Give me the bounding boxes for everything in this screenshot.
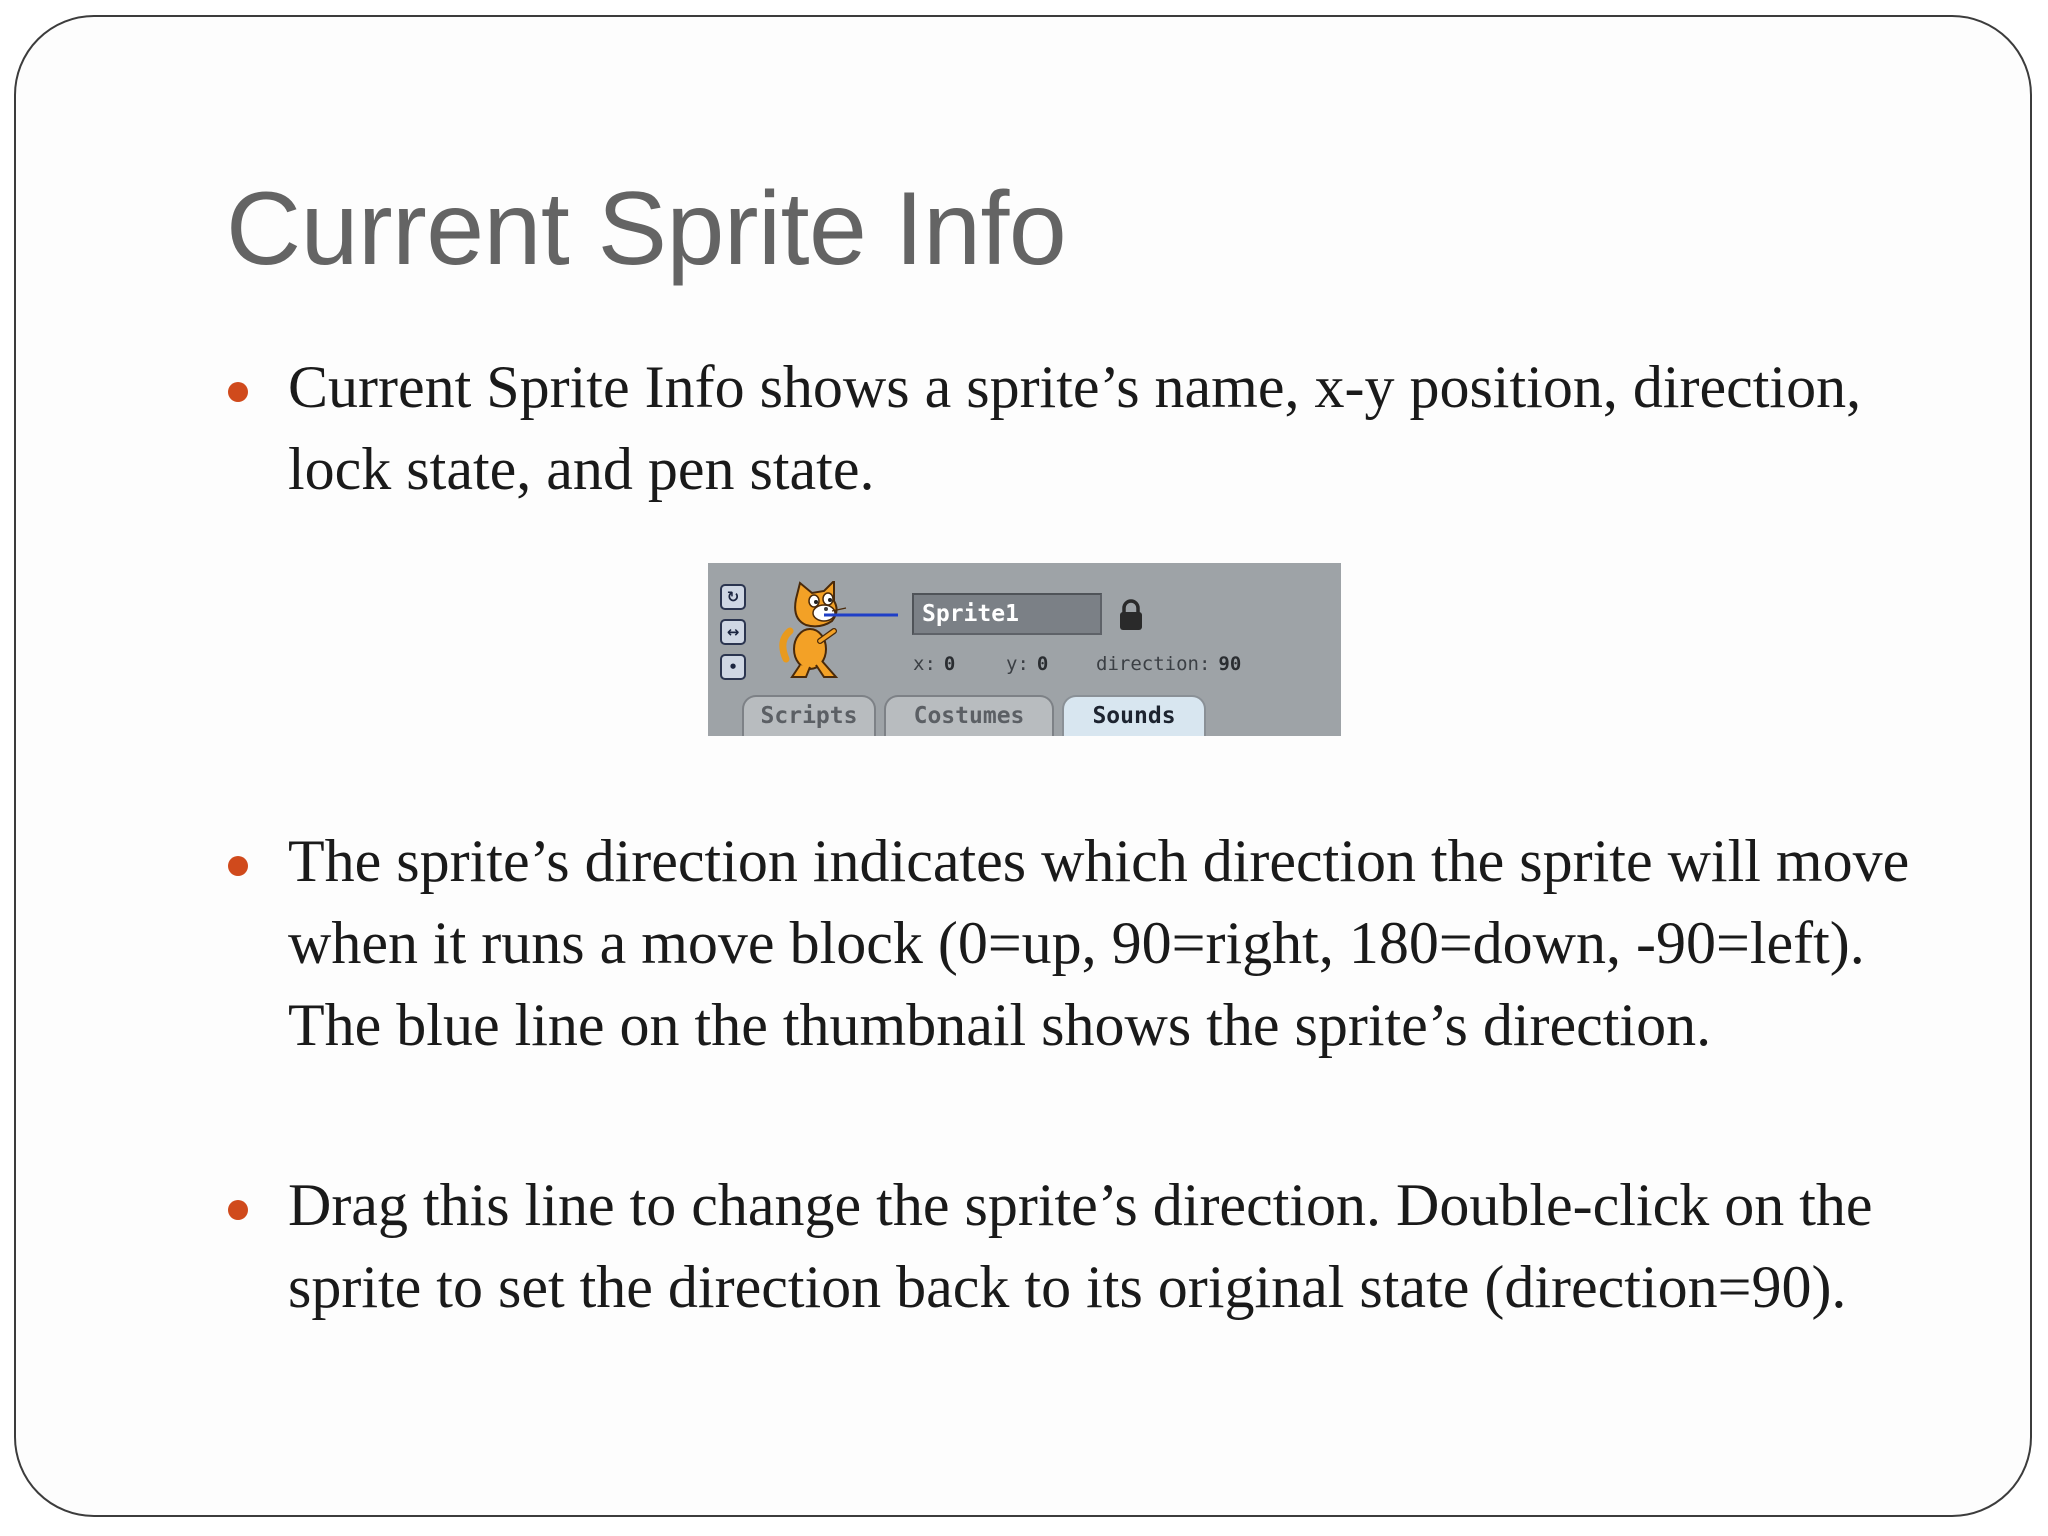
y-position (1006, 653, 1048, 675)
y-value: 0 (1036, 653, 1049, 675)
direction-label: direction: (1096, 653, 1211, 675)
no-rotate-icon[interactable]: • (720, 654, 746, 680)
direction-readout (1096, 653, 1241, 675)
direction-value: 90 (1218, 653, 1242, 675)
current-sprite-info-panel (708, 563, 1341, 736)
bullet-dot-icon (228, 856, 248, 876)
lock-icon[interactable] (1118, 599, 1144, 631)
bullet-text: Drag this line to change the sprite’s direction. Double-click on the sprite to set the direction back to its original state (direction=90). (288, 1172, 1873, 1320)
left-right-icon[interactable]: ↔ (720, 619, 746, 645)
tab-bar (708, 691, 1341, 736)
x-value: 0 (943, 653, 956, 675)
tab-costumes[interactable]: Costumes (884, 695, 1054, 736)
sprite-thumbnail[interactable] (776, 581, 900, 681)
rotate-icon[interactable]: ↻ (720, 584, 746, 610)
bullet-item (230, 1164, 1950, 1328)
tab-scripts[interactable]: Scripts (742, 695, 876, 736)
y-label: y: (1006, 653, 1029, 675)
bullet-item (230, 346, 1950, 510)
x-label: x: (913, 653, 936, 675)
bullet-text: The sprite’s direction indicates which direction the sprite will move when it runs a move block (0=up, 90=right, 180=down, -90=left). The blue line on the thumbnail shows the sprite’s direction. (288, 828, 1910, 1058)
bullet-item (230, 820, 1950, 1066)
tab-sounds[interactable]: Sounds (1062, 695, 1206, 736)
bullet-dot-icon (228, 382, 248, 402)
sprite-name-field[interactable]: Sprite1 (912, 593, 1102, 635)
bullet-dot-icon (228, 1200, 248, 1220)
x-position (913, 653, 955, 675)
slide-title: Current Sprite Info (226, 171, 1067, 287)
bullet-text: Current Sprite Info shows a sprite’s name, x-y position, direction, lock state, and pen state. (288, 354, 1862, 502)
